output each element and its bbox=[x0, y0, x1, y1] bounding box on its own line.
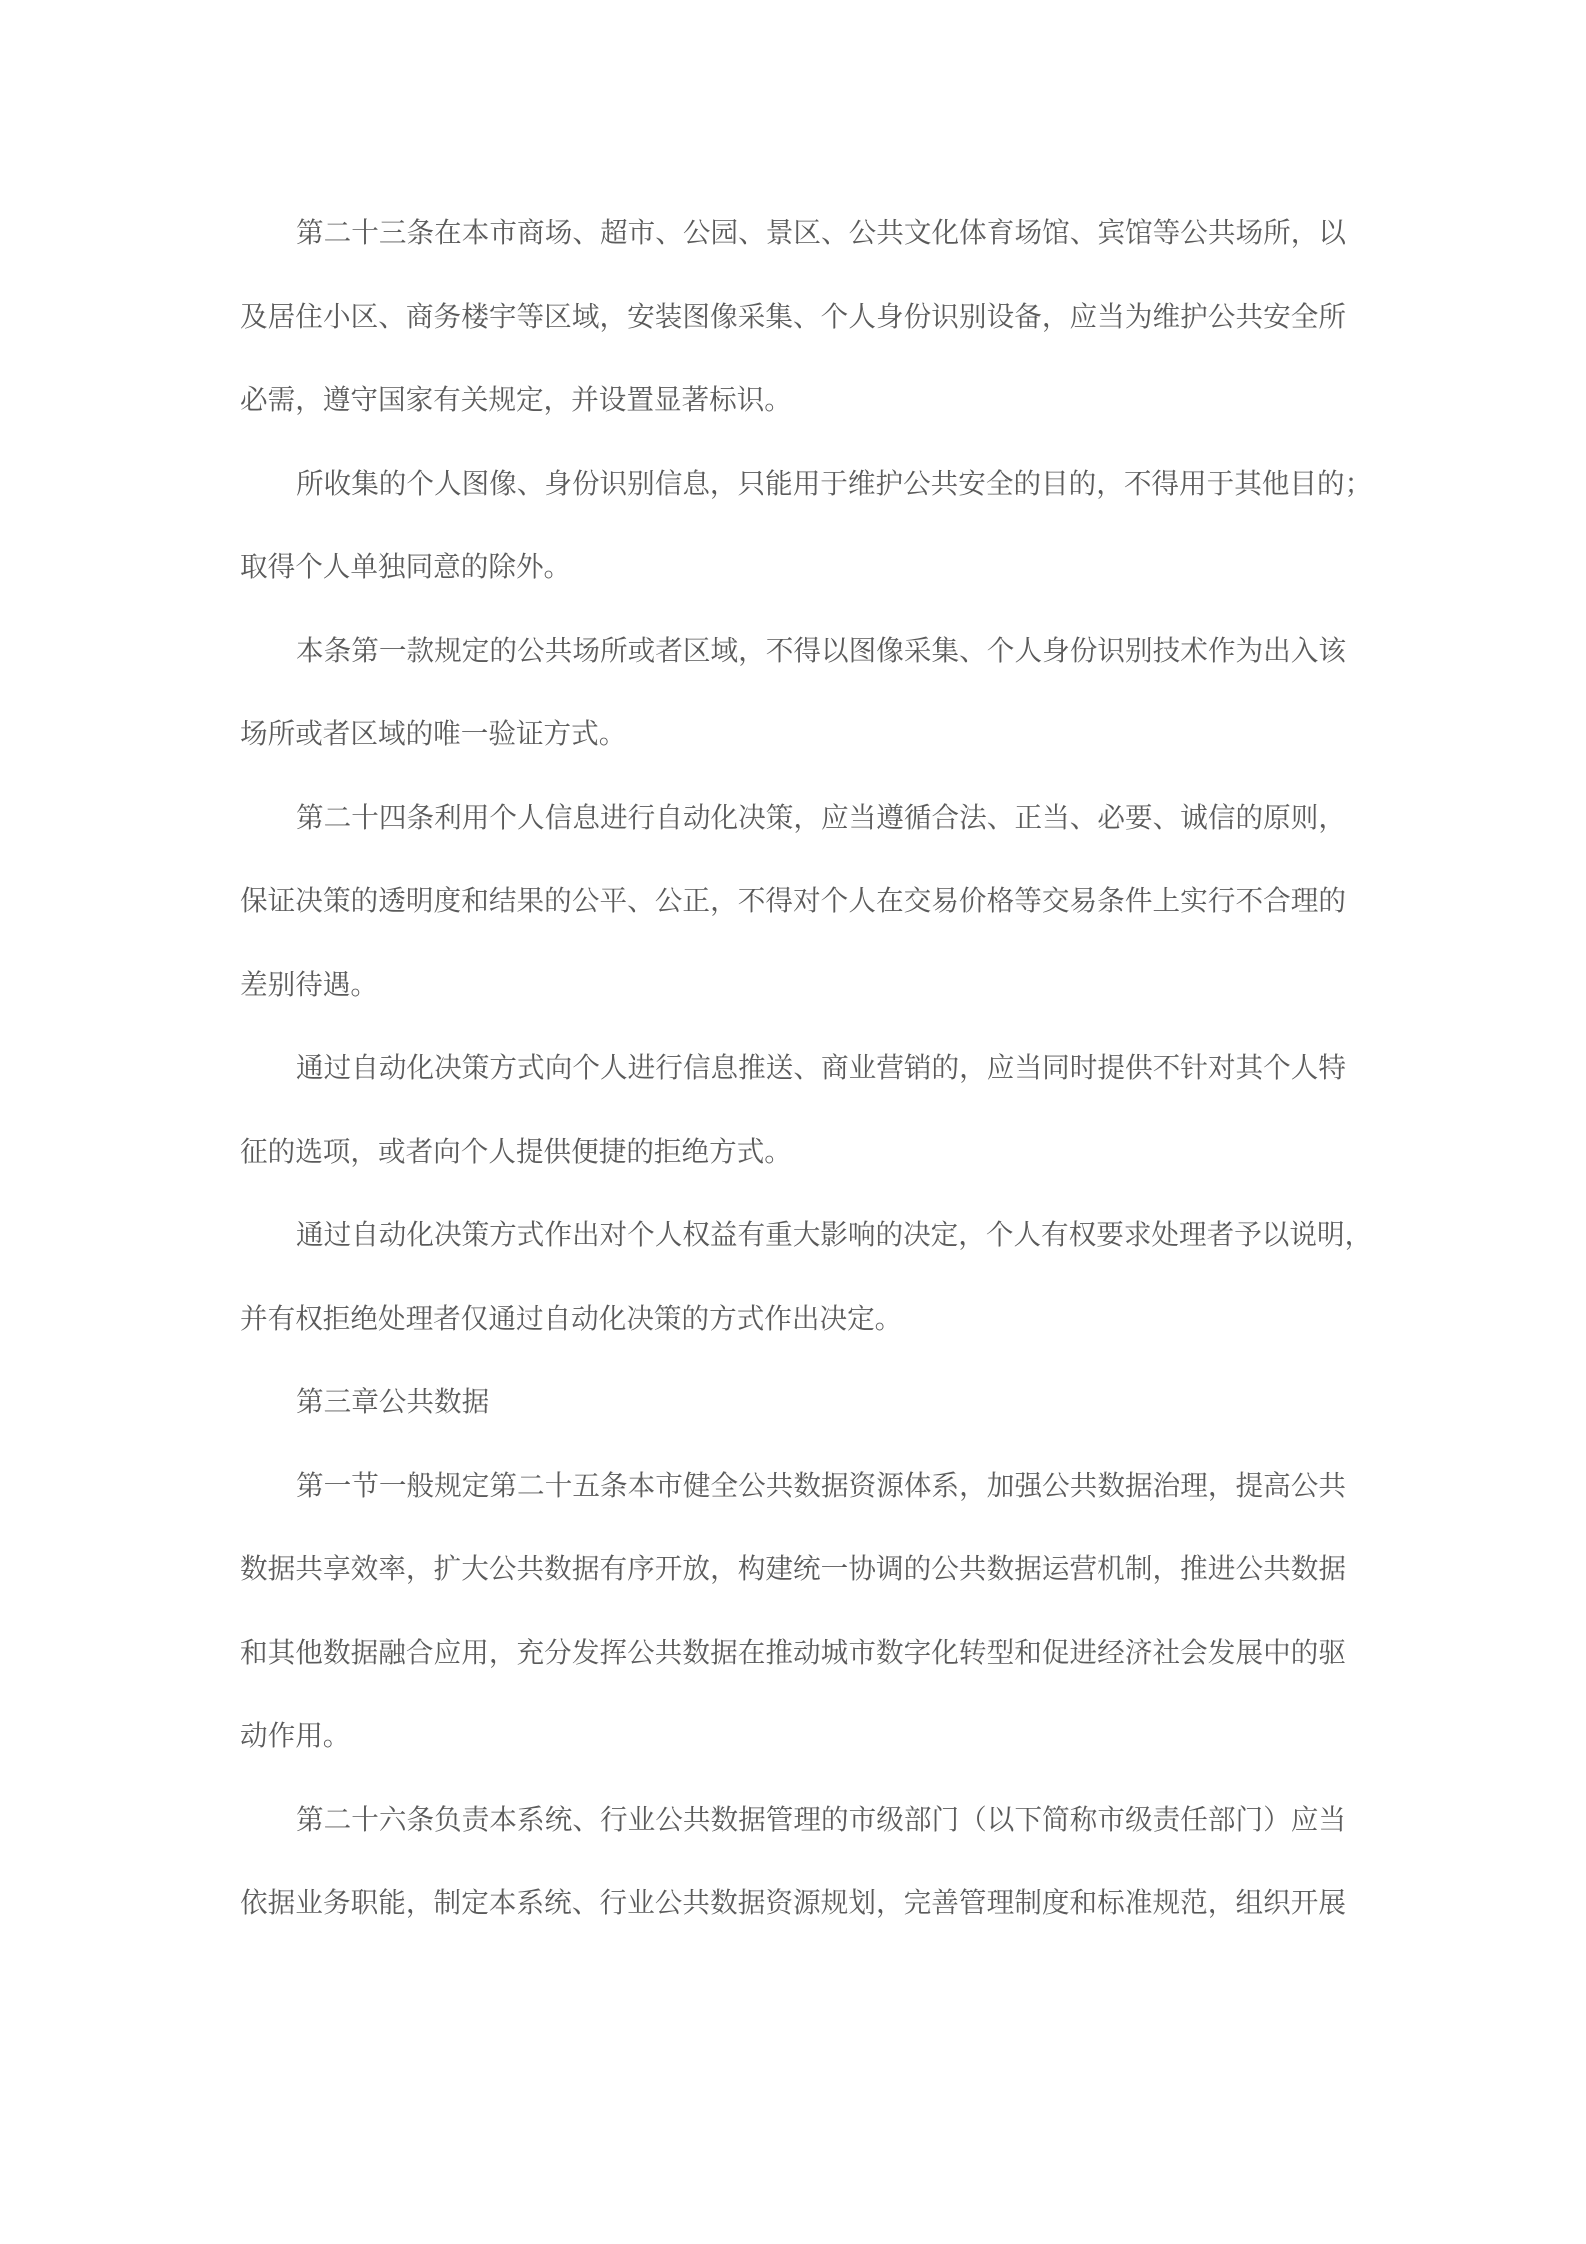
paragraph-article-23-clause-3 bbox=[240, 630, 1346, 797]
paragraph-article-24-clause-1 bbox=[240, 797, 1346, 1048]
text-line: 场所或者区域的唯一验证方式。 bbox=[240, 717, 627, 750]
text-line: 通过自动化决策方式向个人进行信息推送、商业营销的，应当同时提供不针对其个人特 bbox=[296, 1051, 1346, 1084]
text-line: 第二十四条利用个人信息进行自动化决策，应当遵循合法、正当、必要、诚信的原则， bbox=[296, 800, 1346, 834]
text-line: 和其他数据融合应用，充分发挥公共数据在推动城市数字化转型和促进经济社会发展中的驱 bbox=[240, 1635, 1346, 1669]
text-line: 动作用。 bbox=[240, 1719, 351, 1752]
text-line: 本条第一款规定的公共场所或者区域，不得以图像采集、个人身份识别技术作为出入该 bbox=[296, 633, 1346, 667]
text-line: 差别待遇。 bbox=[240, 967, 378, 1001]
text-line: 第一节一般规定第二十五条本市健全公共数据资源体系，加强公共数据治理，提高公共 bbox=[296, 1468, 1346, 1502]
text-line: 取得个人单独同意的除外。 bbox=[240, 550, 572, 583]
text-line: 依据业务职能，制定本系统、行业公共数据资源规划，完善管理制度和标准规范，组织开展 bbox=[240, 1886, 1346, 1919]
paragraph-article-23-clause-1 bbox=[240, 212, 1346, 463]
paragraph-article-25 bbox=[240, 1465, 1346, 1799]
paragraph-article-24-clause-2 bbox=[240, 1047, 1346, 1214]
text-line: 第二十三条在本市商场、超市、公园、景区、公共文化体育场馆、宾馆等公共场所，以 bbox=[296, 216, 1346, 249]
text-line: 保证决策的透明度和结果的公平、公正，不得对个人在交易价格等交易条件上实行不合理的 bbox=[240, 884, 1346, 917]
text-line: 数据共享效率，扩大公共数据有序开放，构建统一协调的公共数据运营机制，推进公共数据 bbox=[240, 1552, 1346, 1585]
text-line: 通过自动化决策方式作出对个人权益有重大影响的决定，个人有权要求处理者予以说明， bbox=[296, 1218, 1373, 1251]
text-line: 所收集的个人图像、身份识别信息，只能用于维护公共安全的目的，不得用于其他目的； bbox=[296, 466, 1373, 500]
paragraph-article-23-clause-2 bbox=[240, 463, 1373, 630]
text-line: 第二十六条负责本系统、行业公共数据管理的市级部门（以下简称市级责任部门）应当 bbox=[296, 1802, 1346, 1836]
paragraph-article-26 bbox=[240, 1799, 1346, 1966]
text-line: 及居住小区、商务楼宇等区域，安装图像采集、个人身份识别设备，应当为维护公共安全所 bbox=[240, 299, 1346, 333]
text-line: 征的选项，或者向个人提供便捷的拒绝方式。 bbox=[240, 1134, 792, 1168]
chapter-heading bbox=[240, 1381, 1346, 1465]
chapter-title: 第三章公共数据 bbox=[296, 1385, 490, 1418]
text-line: 并有权拒绝处理者仅通过自动化决策的方式作出决定。 bbox=[240, 1301, 903, 1335]
paragraph-article-24-clause-3 bbox=[240, 1214, 1373, 1381]
document-page bbox=[240, 212, 1373, 1966]
text-line: 必需，遵守国家有关规定，并设置显著标识。 bbox=[240, 383, 792, 416]
